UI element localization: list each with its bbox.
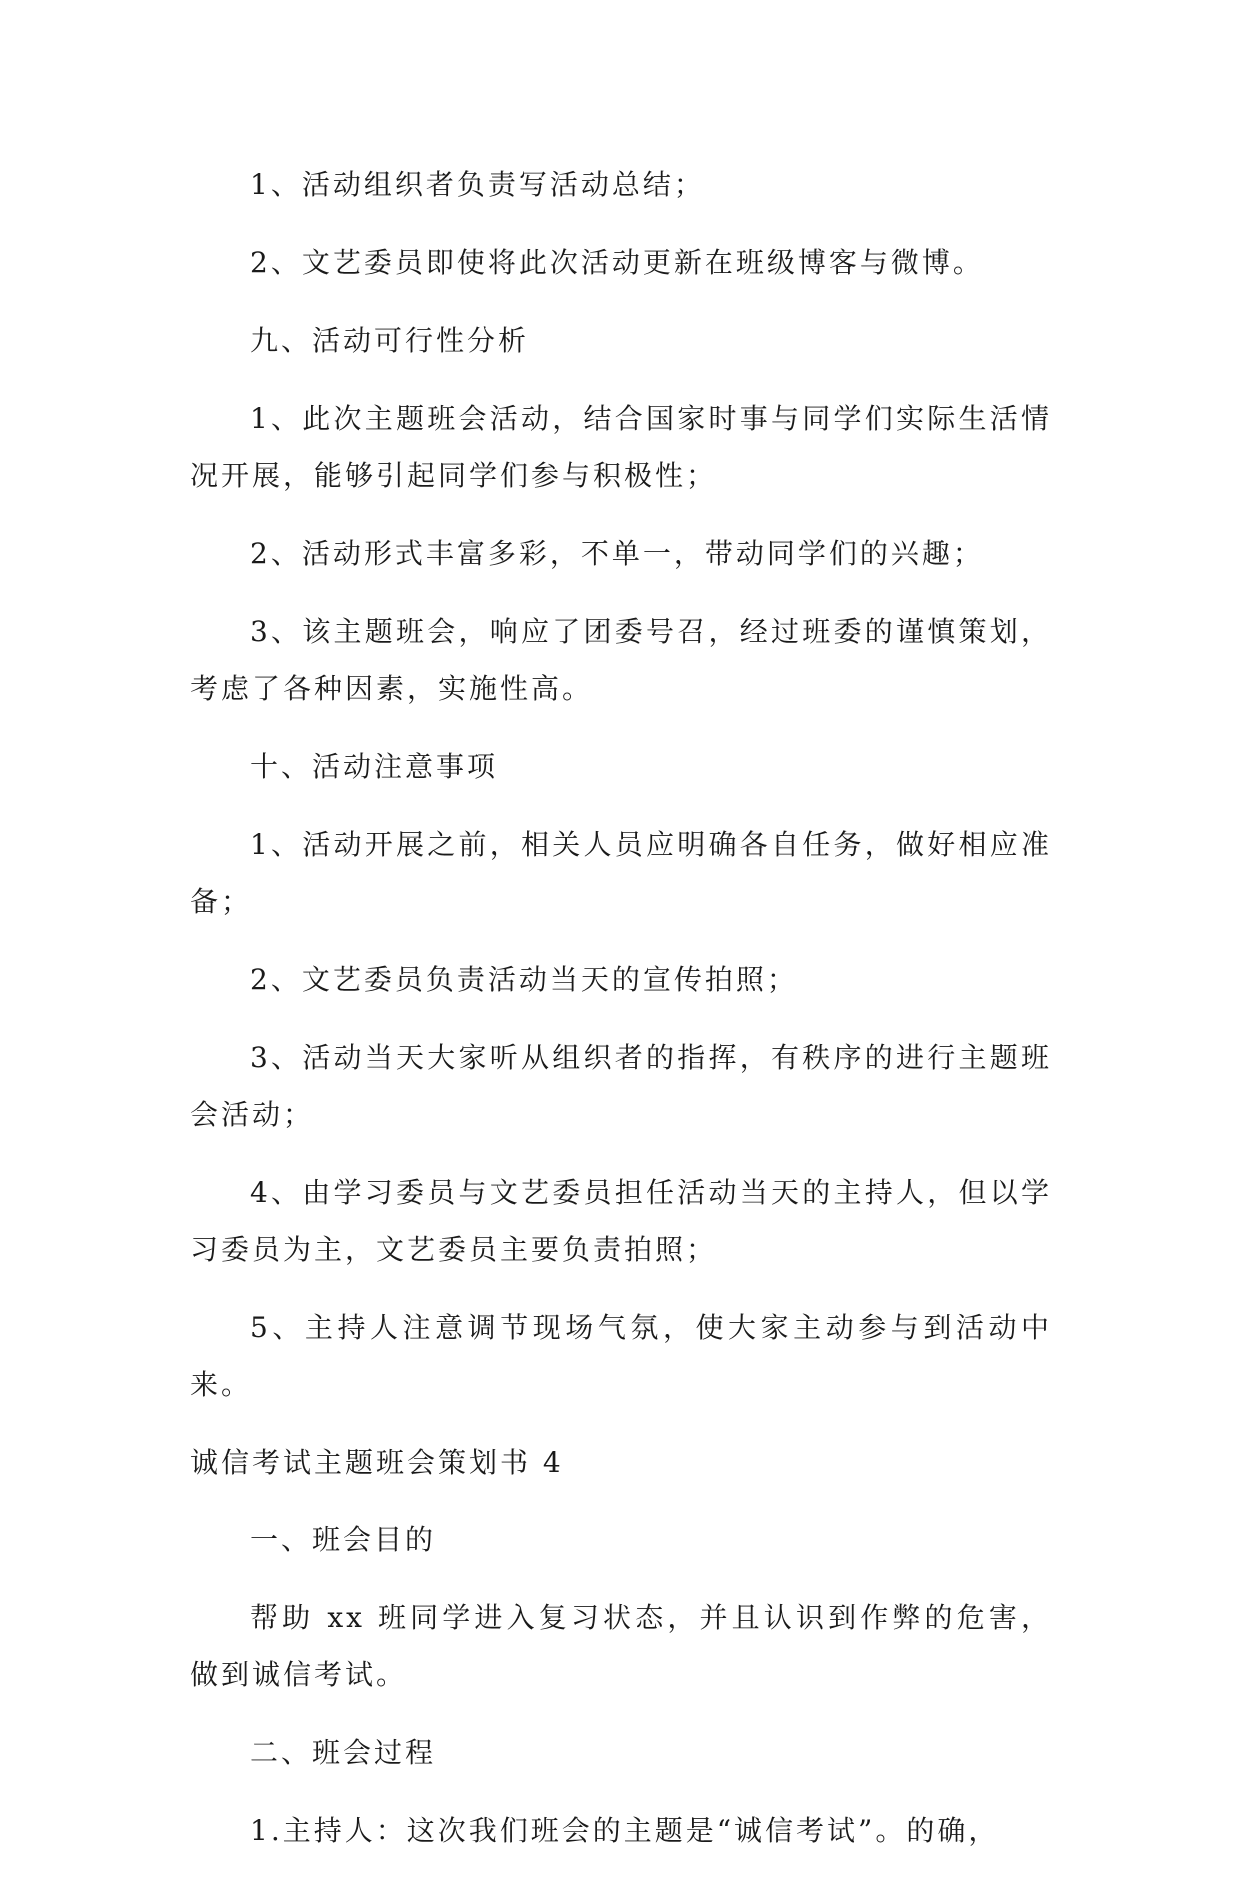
paragraph: 1、活动组织者负责写活动总结；: [250, 168, 705, 201]
section-heading: 一、班会目的: [250, 1523, 437, 1556]
paragraph: 帮助 xx 班同学进入复习状态，并且认识到作弊的危害，做到诚信考试。: [190, 1601, 1052, 1691]
paragraph: 1、此次主题班会活动，结合国家时事与同学们实际生活情况开展，能够引起同学们参与积极性；: [190, 402, 1052, 492]
document-body: [190, 156, 1052, 1880]
paragraph: 3、该主题班会，响应了团委号召，经过班委的谨慎策划，考虑了各种因素，实施性高。: [190, 615, 1052, 705]
section-heading: 十、活动注意事项: [250, 750, 499, 783]
paragraph: 2、活动形式丰富多彩，不单一，带动同学们的兴趣；: [250, 537, 984, 570]
paragraph: 3、活动当天大家听从组织者的指挥，有秩序的进行主题班会活动；: [190, 1041, 1052, 1131]
paragraph: 2、文艺委员负责活动当天的宣传拍照；: [250, 963, 798, 996]
section-heading: 二、班会过程: [250, 1736, 437, 1769]
paragraph: 4、由学习委员与文艺委员担任活动当天的主持人，但以学习委员为主，文艺委员主要负责拍照；: [190, 1176, 1052, 1266]
document-title: 诚信考试主题班会策划书 4: [190, 1446, 564, 1479]
section-heading: 九、活动可行性分析: [250, 324, 530, 357]
paragraph: 2、文艺委员即使将此次活动更新在班级博客与微博。: [250, 246, 984, 279]
paragraph: 1.主持人：这次我们班会的主题是“诚信考试”。的确，: [250, 1814, 1000, 1847]
paragraph: 5、主持人注意调节现场气氛，使大家主动参与到活动中来。: [190, 1311, 1052, 1401]
paragraph: 1、活动开展之前，相关人员应明确各自任务，做好相应准备；: [190, 828, 1052, 918]
